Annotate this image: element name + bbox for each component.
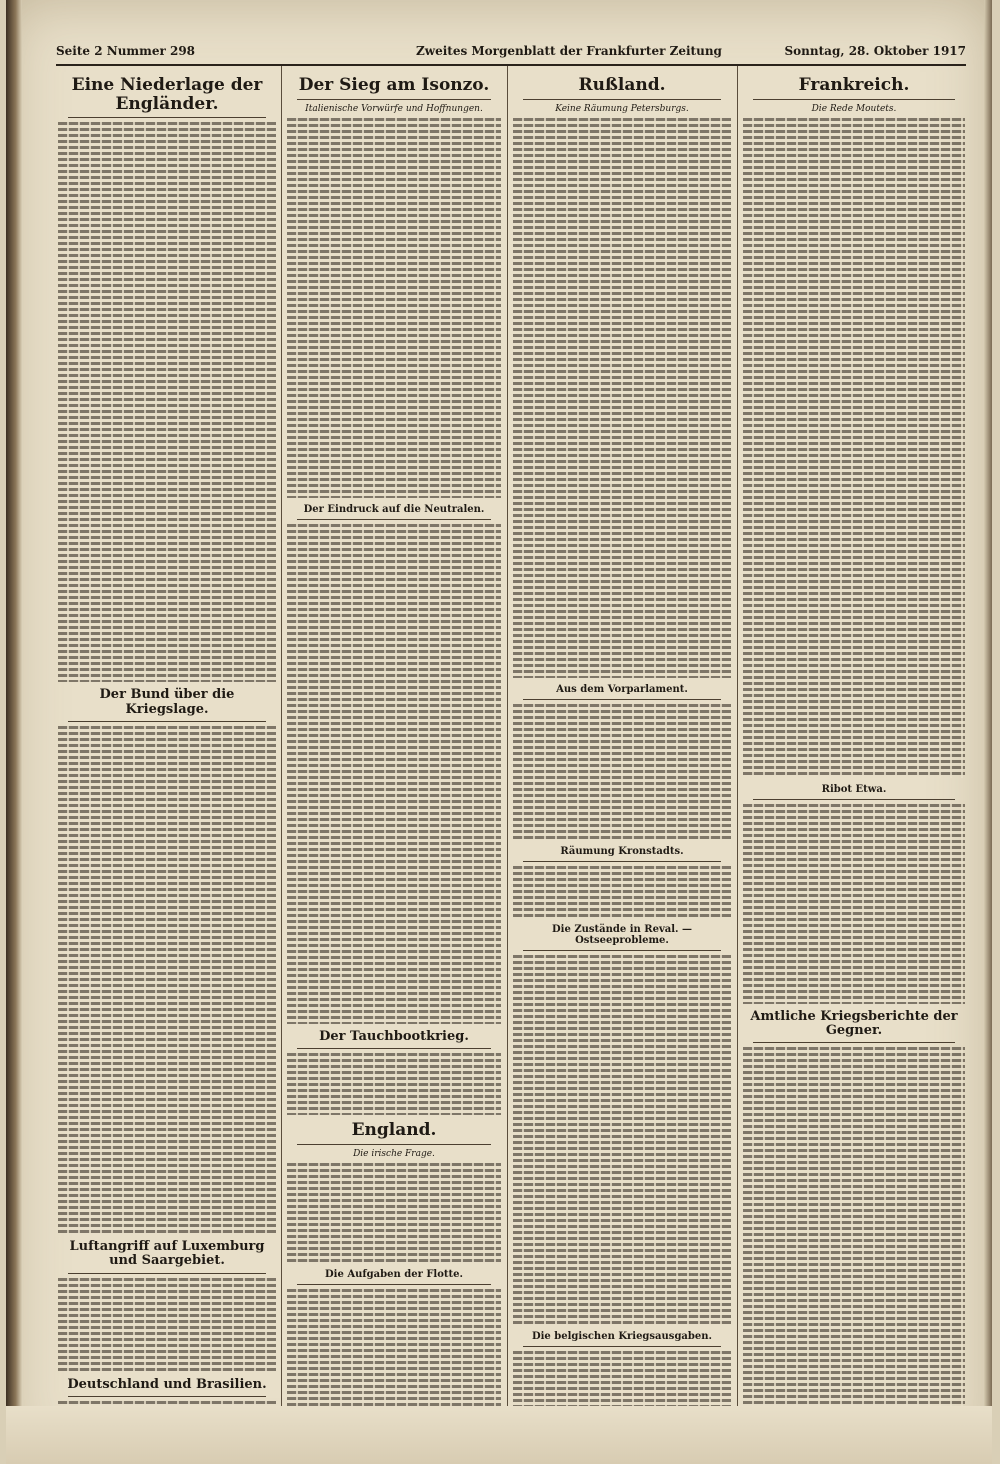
headline-rule <box>753 1042 955 1043</box>
article-headline: Die Zustände in Reval. — Ostseeprobleme. <box>552 923 692 946</box>
article-body-text <box>287 1163 501 1263</box>
article-subheadline: Italienische Vorwürfe und Hoffnungen. <box>305 103 483 114</box>
page-binding <box>6 0 22 1464</box>
article-headline: Deutschland und Brasilien. <box>67 1376 267 1392</box>
article-headline: Aus dem Vorparlament. <box>556 683 688 695</box>
article-body-text <box>287 1289 501 1406</box>
page-edge <box>984 0 992 1464</box>
headline-rule <box>523 950 721 951</box>
headline-rule <box>523 1346 721 1347</box>
article-headline: Der Eindruck auf die Neutralen. <box>303 503 485 515</box>
newspaper-title: Zweites Morgenblatt der Frankfurter Zeitung <box>416 44 722 58</box>
headline-rule <box>68 1396 266 1397</box>
article-subheadline: Die Rede Moutets. <box>811 103 897 114</box>
column-2 <box>287 70 501 1406</box>
page-number: Seite 2 Nummer 298 <box>56 44 196 58</box>
masthead <box>56 44 966 62</box>
article-subheadline: Keine Räumung Petersburgs. <box>555 103 689 114</box>
article-body-text <box>58 726 276 1234</box>
article-headline: Amtliche Kriegsberichte der Gegner. <box>750 1008 958 1038</box>
article-headline: Eine Niederlage der Engländer. <box>71 75 263 114</box>
article-body-text <box>743 118 965 778</box>
article-body-text <box>513 704 731 840</box>
top-rule <box>56 64 966 66</box>
article-subheadline: Die irische Frage. <box>353 1148 435 1159</box>
page-bottom <box>6 1406 992 1464</box>
article-headline: Der Sieg am Isonzo. <box>298 75 490 95</box>
article-headline: Frankreich. <box>798 75 910 95</box>
headline-rule <box>297 1144 491 1145</box>
issue-date: Sonntag, 28. Oktober 1917 <box>784 44 966 58</box>
article-headline: Der Bund über die Kriegslage. <box>99 687 235 717</box>
article-body-text <box>287 524 501 1024</box>
headline-rule <box>523 861 721 862</box>
column-4 <box>743 70 965 1406</box>
article-body-text <box>513 118 731 678</box>
headline-rule <box>297 99 491 100</box>
article-body-text <box>58 1278 276 1372</box>
article-body-text <box>513 866 731 918</box>
headline-rule <box>68 721 266 722</box>
headline-rule <box>753 799 955 800</box>
article-headline: England. <box>351 1119 437 1140</box>
headline-rule <box>297 1284 491 1285</box>
article-headline: Der Tauchbootkrieg. <box>319 1028 469 1044</box>
headline-rule <box>297 1048 491 1049</box>
article-body-text <box>287 118 501 498</box>
column-rule <box>737 66 738 1406</box>
article-headline: Ribot Etwa. <box>821 783 887 795</box>
column-3 <box>513 70 731 1406</box>
headline-rule <box>523 699 721 700</box>
article-headline: Räumung Kronstadts. <box>560 845 684 857</box>
article-body-text <box>513 1351 731 1406</box>
article-headline: Rußland. <box>578 75 666 95</box>
article-body-text <box>287 1053 501 1115</box>
headline-rule <box>753 99 955 100</box>
article-body-text <box>743 804 965 1004</box>
column-rule <box>507 66 508 1406</box>
column-1 <box>58 70 276 1406</box>
article-headline: Die Aufgaben der Flotte. <box>325 1268 463 1280</box>
article-headline: Die belgischen Kriegsausgaben. <box>531 1330 713 1342</box>
headline-rule <box>68 117 266 118</box>
headline-rule <box>297 519 491 520</box>
article-body-text <box>743 1047 965 1406</box>
article-body-text <box>513 955 731 1325</box>
headline-rule <box>523 99 721 100</box>
headline-rule <box>68 1273 266 1274</box>
column-rule <box>281 66 282 1406</box>
article-headline: Luftangriff auf Luxemburg und Saargebiet. <box>69 1238 265 1269</box>
article-body-text <box>58 122 276 682</box>
